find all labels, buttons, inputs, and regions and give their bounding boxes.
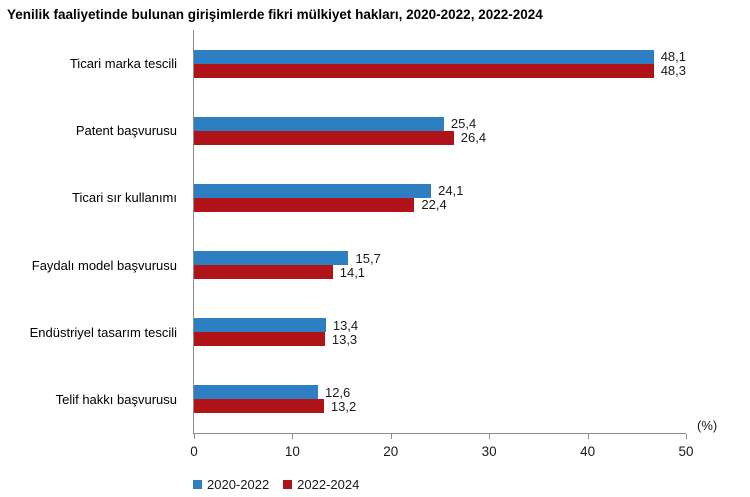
bar-line <box>194 265 686 279</box>
bar-2020-2022 <box>194 318 326 332</box>
bar-line <box>194 332 686 346</box>
value-label: 14,1 <box>339 264 366 280</box>
x-axis-tick <box>391 434 392 439</box>
category-label: Telif hakkı başvurusu <box>55 391 177 407</box>
chart-title: Yenilik faaliyetinde bulunan girişimlerde fikri mülkiyet hakları, 2020-2022, 2022-2024 <box>7 7 543 22</box>
category-label: Ticari sır kullanımı <box>72 190 177 206</box>
category-labels <box>0 30 185 433</box>
x-axis-tick <box>194 434 195 439</box>
legend-label-2022-2024: 2022-2024 <box>297 477 360 492</box>
x-axis-tick-label: 20 <box>383 444 399 459</box>
bar-line <box>194 184 686 198</box>
bar-2020-2022 <box>194 50 654 64</box>
bar-rows <box>194 30 686 433</box>
category-label: Endüstriyel tasarım tescili <box>29 324 177 340</box>
legend-swatch-blue-icon <box>193 480 202 489</box>
category-label: Patent başvurusu <box>75 123 177 139</box>
value-label: 25,4 <box>450 116 477 132</box>
x-axis-tick-label: 50 <box>678 444 694 459</box>
bar-group <box>194 97 686 164</box>
legend-item-2022-2024 <box>283 477 359 492</box>
value-label: 48,1 <box>660 49 686 65</box>
bar-2022-2024 <box>194 265 333 279</box>
bar-2020-2022 <box>194 385 318 399</box>
bar-2022-2024 <box>194 131 454 145</box>
bar-group <box>194 299 686 366</box>
bar-line <box>194 198 686 212</box>
bar-line <box>194 251 686 265</box>
x-axis-tick <box>489 434 490 439</box>
plot-area <box>190 30 694 459</box>
value-label: 48,3 <box>660 63 686 79</box>
value-label: 13,3 <box>331 331 358 347</box>
bar-group <box>194 366 686 433</box>
bar-line <box>194 385 686 399</box>
bar-2022-2024 <box>194 198 414 212</box>
bar-2020-2022 <box>194 184 431 198</box>
bar-2022-2024 <box>194 399 324 413</box>
x-axis-tick <box>686 434 687 439</box>
bar-2022-2024 <box>194 64 654 78</box>
x-axis-tick <box>588 434 589 439</box>
bar-line <box>194 50 686 64</box>
x-axis-tick-label: 40 <box>580 444 596 459</box>
category-label: Ticari marka tescili <box>69 56 177 72</box>
value-label: 13,4 <box>332 317 359 333</box>
bar-group <box>194 164 686 231</box>
bar-2020-2022 <box>194 117 444 131</box>
x-axis-tick-label: 30 <box>481 444 497 459</box>
value-label: 12,6 <box>324 384 351 400</box>
bar-group <box>194 30 686 97</box>
legend-swatch-red-icon <box>283 480 292 489</box>
bar-line <box>194 318 686 332</box>
bar-2020-2022 <box>194 251 348 265</box>
x-axis-tick-label: 10 <box>284 444 300 459</box>
bar-line <box>194 131 686 145</box>
bar-line <box>194 64 686 78</box>
unit-label: (%) <box>697 418 718 433</box>
category-label: Faydalı model başvurusu <box>31 257 177 273</box>
legend-label-2020-2022: 2020-2022 <box>207 477 270 492</box>
bar-line <box>194 117 686 131</box>
value-label: 22,4 <box>421 197 447 213</box>
value-label: 26,4 <box>460 130 487 146</box>
bar-2022-2024 <box>194 332 325 346</box>
x-axis-tick <box>292 434 293 439</box>
value-label: 15,7 <box>355 250 381 266</box>
x-axis-tick-label: 0 <box>190 444 198 459</box>
bar-line <box>194 399 686 413</box>
legend-item-2020-2022 <box>193 477 269 492</box>
value-label: 24,1 <box>438 183 464 199</box>
legend <box>193 477 359 492</box>
bar-group <box>194 232 686 299</box>
value-label: 13,2 <box>330 398 357 414</box>
